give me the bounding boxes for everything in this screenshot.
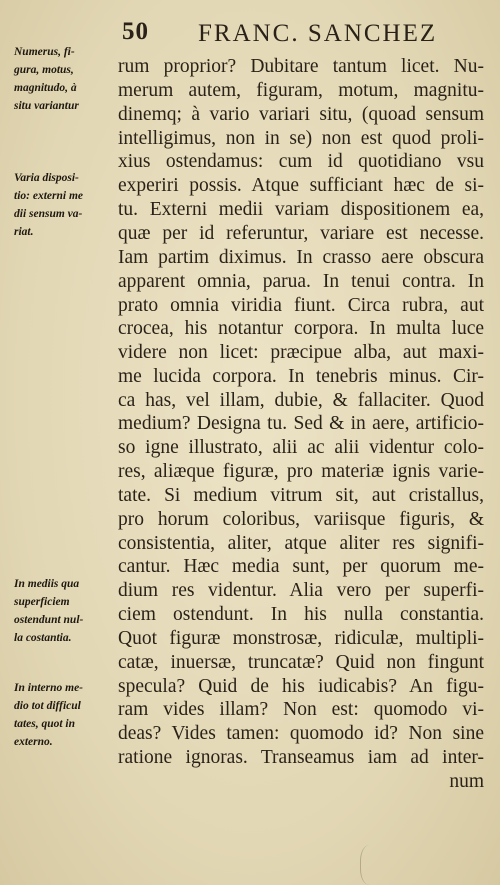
text-line: cantur. Hæc media sunt, per quorum me- xyxy=(118,556,484,577)
text-line: Iam partim diximus. In crasso aere obscura xyxy=(118,247,484,268)
marginal-note-line: superficiem xyxy=(14,596,70,608)
marginal-note-line: Varia disposi- xyxy=(14,172,79,184)
marginal-note-line: In interno me- xyxy=(14,682,84,694)
marginal-note-line: situ variantur xyxy=(14,100,79,112)
text-line: deas? Vides tamen: quomodo id? Non sine xyxy=(118,723,484,744)
catchword: num xyxy=(449,771,484,792)
text-line: me lucida corpora. In tenebris minus. Cir- xyxy=(118,366,484,387)
text-line: tate. Si medium vitrum sit, aut cristallus, xyxy=(118,485,484,506)
text-line: dinemq; à vario variari situ, (quoad sensum xyxy=(118,104,484,125)
marginal-note xyxy=(14,680,118,752)
text-line: medium? Designa tu. Sed & in aere, artificio- xyxy=(118,413,484,434)
text-line: prato omnia viridia fiunt. Circa rubra, aut xyxy=(118,295,484,316)
text-line: intelligimus, non in se) non est quod proli- xyxy=(118,128,484,149)
text-line: ca has, vel illam, dubie, & fallaciter. Quod xyxy=(118,390,484,411)
marginal-note-line: la costantia. xyxy=(14,632,72,644)
text-line: res, aliæque figuræ, pro materiæ ignis varie- xyxy=(118,461,484,482)
marginal-note xyxy=(14,576,118,648)
text-line: merum autem, figuram, motum, magnitu- xyxy=(118,80,484,101)
text-line: consistentia, aliter, atque aliter res signifi- xyxy=(118,533,484,554)
page-number: 50 xyxy=(122,18,149,45)
text-line: ciem ostendunt. In his nulla constantia. xyxy=(118,604,484,625)
text-line: rum proprior? Dubitare tantum licet. Nu- xyxy=(118,56,484,77)
text-line: quæ per id referuntur, variare est necesse. xyxy=(118,223,484,244)
marginal-note-line: magnitudo, à xyxy=(14,82,77,94)
text-line: videre non licet: præcipue alba, aut maxi- xyxy=(118,342,484,363)
marginal-note-line: dio tot difficul xyxy=(14,700,81,712)
marginal-note-line: tio: externi me xyxy=(14,190,83,202)
text-line: catæ, inuersæ, truncatæ? Quid non fingunt xyxy=(118,652,484,673)
text-line: apparent omnia, parua. In tenui contra. In xyxy=(118,271,484,292)
text-line: so igne illustrato, alii ac alii videntur colo- xyxy=(118,437,484,458)
marginal-note xyxy=(14,44,118,116)
text-line: pro horum coloribus, variisque figuris, & xyxy=(118,509,484,530)
marginal-note-line: tates, quot in xyxy=(14,718,76,730)
text-line: specula? Quid de his iudicabis? An figu- xyxy=(118,676,484,697)
text-line: experiri possis. Atque sufficiant hæc de si- xyxy=(118,175,484,196)
marginal-note xyxy=(14,170,118,242)
running-head: FRANC. SANCHEZ xyxy=(198,20,438,47)
paper-mark xyxy=(360,845,383,885)
text-line: dium res videntur. Alia vero per superfi- xyxy=(118,580,484,601)
text-line: ram vides illam? Non est: quomodo vi- xyxy=(118,699,484,720)
text-line: xius ostendamus: cum id quotidiano vsu xyxy=(118,151,484,172)
text-line: crocea, his notantur corpora. In multa luce xyxy=(118,318,484,339)
text-line: ratione ignoras. Transeamus iam ad inter- xyxy=(118,747,484,768)
marginal-note-line: dii sensum va- xyxy=(14,208,83,220)
marginal-note-line: gura, motus, xyxy=(14,64,74,76)
marginal-note-line: riat. xyxy=(14,226,34,238)
marginal-note-line: externo. xyxy=(14,736,53,748)
marginal-note-line: Numerus, fi- xyxy=(14,46,75,58)
marginal-note-line: In mediis qua xyxy=(14,578,80,590)
marginal-note-line: ostendunt nul- xyxy=(14,614,84,626)
text-line: Quot figuræ monstrosæ, ridiculæ, multipli- xyxy=(118,628,484,649)
text-line: tu. Externi medii variam dispositionem ea, xyxy=(118,199,484,220)
